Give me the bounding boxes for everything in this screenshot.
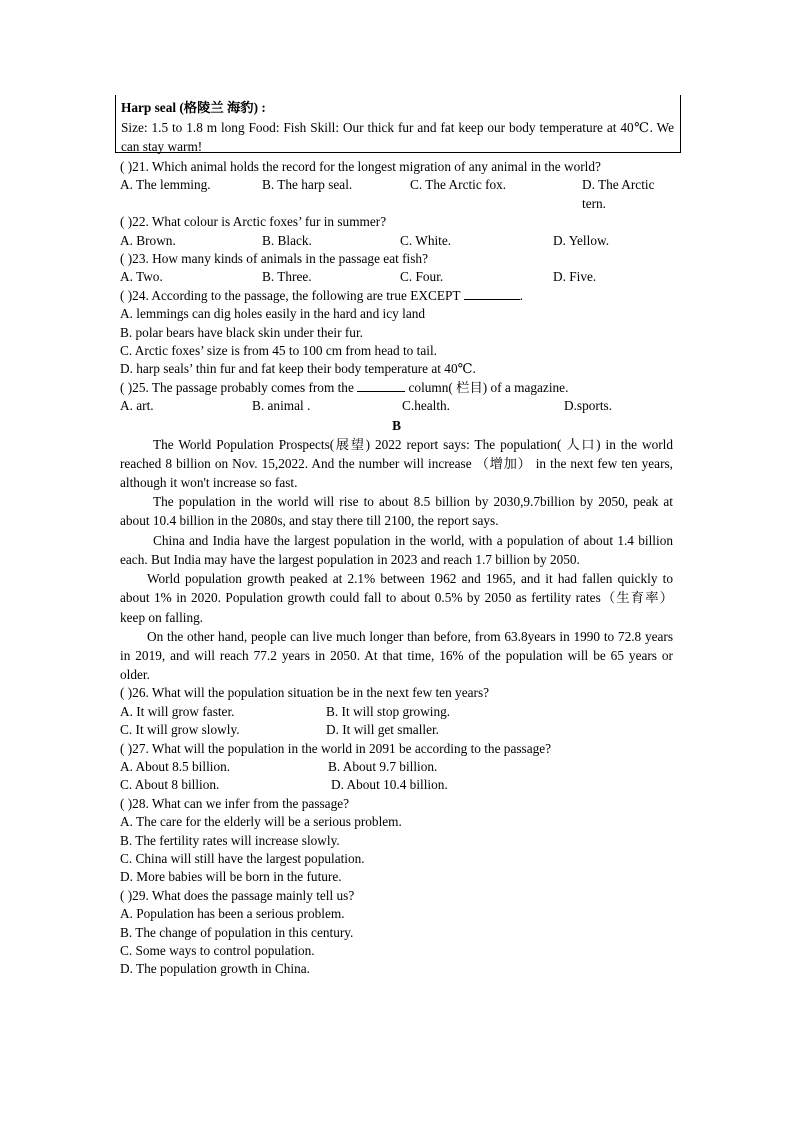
questions-content <box>120 158 673 979</box>
q24-answer-blank[interactable] <box>464 287 520 300</box>
q28-option-c: C. China will still have the largest population. <box>120 850 365 866</box>
q24-stem-end: . <box>519 287 523 303</box>
q21-option-c: C. The Arctic fox. <box>410 177 507 193</box>
question-25-stem <box>120 379 673 397</box>
q28-option-b: B. The fertility rates will increase slowly. <box>120 832 340 848</box>
question-21-options <box>120 176 673 211</box>
q22-option-b: B. Black. <box>262 232 312 248</box>
passage-paragraph-1: The World Population Prospects(展望) 2022 report says: The population( 人口) in the world reached 8 billion on Nov. 15,2022. And the number will increase （增加） in the next few ten years, although it won't increase so fast. <box>120 436 673 491</box>
q25-option-b: B. animal . <box>252 398 311 414</box>
q22-option-d: D. Yellow. <box>553 232 610 248</box>
harp-seal-title: Harp seal (格陵兰 海豹) : <box>121 100 266 115</box>
q29-option-a: A. Population has been a serious problem. <box>120 906 345 922</box>
q24-option-d: D. harp seals’ thin fur and fat keep their body temperature at 40℃. <box>120 361 476 377</box>
q27-option-a: A. About 8.5 billion. <box>120 758 231 774</box>
q25-option-a: A. art. <box>120 398 154 414</box>
question-26-options-ab <box>120 703 673 721</box>
q27-option-c: C. About 8 billion. <box>120 777 220 793</box>
question-21-stem: ( )21. Which animal holds the record for the longest migration of any animal in the world? <box>120 159 601 174</box>
question-22-options <box>120 232 673 250</box>
passage-paragraph-3: China and India have the largest population in the world, with a population of about 1.4 billion each. But India may have the largest population in 2023 and reach 1.7 billion by 2050. <box>120 532 673 567</box>
q26-option-d: D. It will get smaller. <box>326 722 440 738</box>
q24-stem-text: ( )24. According to the passage, the following are true EXCEPT <box>120 287 461 303</box>
q29-option-d: D. The population growth in China. <box>120 961 310 977</box>
q25-option-c: C.health. <box>402 398 451 414</box>
q23-option-c: C. Four. <box>400 269 444 285</box>
q23-option-b: B. Three. <box>262 269 312 285</box>
section-b-heading: B <box>392 417 401 433</box>
question-23-stem: ( )23. How many kinds of animals in the passage eat fish? <box>120 251 428 267</box>
q21-option-a: A. The lemming. <box>120 177 211 193</box>
q23-option-d: D. Five. <box>553 269 597 285</box>
question-29-stem: ( )29. What does the passage mainly tell us? <box>120 887 355 903</box>
q26-option-a: A. It will grow faster. <box>120 703 235 719</box>
q28-option-d: D. More babies will be born in the future. <box>120 869 342 885</box>
question-27-options-cd <box>120 776 673 794</box>
q22-option-c: C. White. <box>400 232 452 248</box>
q24-option-a: A. lemmings can dig holes easily in the hard and icy land <box>120 306 426 322</box>
passage-paragraph-2: The population in the world will rise to about 8.5 billion by 2030,9.7billion by 2050, peak at about 10.4 billion in the 2080s, and stay there till 2100, the report says. <box>120 494 673 529</box>
question-22-stem: ( )22. What colour is Arctic foxes’ fur in summer? <box>120 214 387 230</box>
question-26-options-cd <box>120 721 673 739</box>
q22-option-a: A. Brown. <box>120 232 176 248</box>
q25-stem-end: column( 栏目) of a magazine. <box>408 379 569 395</box>
q23-option-a: A. Two. <box>120 269 163 285</box>
question-23-options <box>120 268 673 286</box>
question-27-stem: ( )27. What will the population in the world in 2091 be according to the passage? <box>120 740 552 756</box>
q24-option-c: C. Arctic foxes’ size is from 45 to 100 cm from head to tail. <box>120 343 437 359</box>
q29-option-b: B. The change of population in this century. <box>120 924 354 940</box>
question-27-options-ab <box>120 758 673 776</box>
question-28-stem: ( )28. What can we infer from the passage? <box>120 795 350 811</box>
question-25-options <box>120 397 673 415</box>
q27-option-d: D. About 10.4 billion. <box>331 777 448 793</box>
question-24-stem <box>120 287 673 305</box>
q26-option-c: C. It will grow slowly. <box>120 722 240 738</box>
harp-seal-info-box <box>115 95 681 153</box>
question-26-stem: ( )26. What will the population situation be in the next few ten years? <box>120 685 490 701</box>
q28-option-a: A. The care for the elderly will be a serious problem. <box>120 814 402 830</box>
q26-option-b: B. It will stop growing. <box>326 703 451 719</box>
q29-option-c: C. Some ways to control population. <box>120 943 315 958</box>
q21-option-b: B. The harp seal. <box>262 177 353 193</box>
passage-paragraph-4: World population growth peaked at 2.1% between 1962 and 1965, and it had fallen quickly to about 1% in 2020. Population growth could fall to about 0.5% by 2050 as fertility rates（生育率）keep on falling. <box>120 571 673 625</box>
harp-seal-description: Size: 1.5 to 1.8 m long Food: Fish Skill: Our thick fur and fat keep our body temperature at 40℃. We can stay warm! <box>121 120 674 154</box>
q21-option-d: D. The Arctic tern. <box>582 177 655 211</box>
q25-option-d: D.sports. <box>564 398 613 414</box>
passage-paragraph-5: On the other hand, people can live much longer than before, from 63.8years in 1990 to 72.8 years in 2019, and will reach 77.2 years in 2050. At that time, 16% of the population will be 65 years or older. <box>120 628 673 683</box>
q25-answer-blank[interactable] <box>357 379 405 392</box>
q27-option-b: B. About 9.7 billion. <box>328 758 438 774</box>
q25-stem-text: ( )25. The passage probably comes from the <box>120 379 354 395</box>
q24-option-b: B. polar bears have black skin under their fur. <box>120 324 363 340</box>
